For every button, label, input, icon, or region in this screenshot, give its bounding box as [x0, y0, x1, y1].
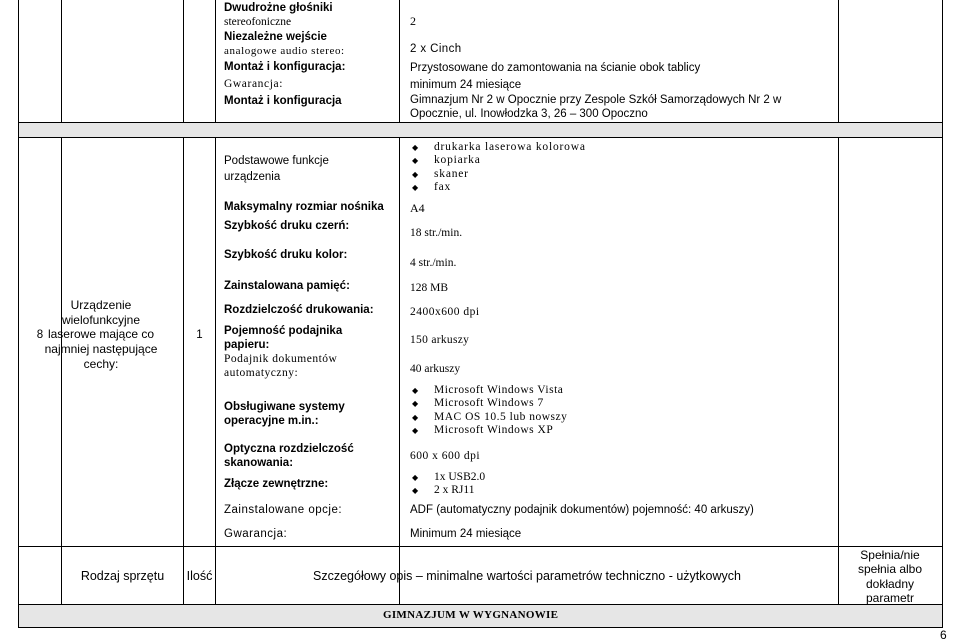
item-name: Urządzenie wielofunkcyjne laserowe mające co najmniej następujące cechy:: [44, 298, 158, 371]
warranty-value: Minimum 24 miesiące: [410, 528, 522, 540]
tray-value: 150 arkuszy: [410, 334, 470, 346]
top-label-warranty: Gwarancja:: [224, 78, 283, 90]
resolution-value: 2400x600 dpi: [410, 306, 480, 318]
warranty-label: Gwarancja:: [224, 528, 288, 540]
header-equipment-type: Rodzaj sprzętu: [80, 569, 165, 583]
top-value-mounting: Przystosowane do zamontowania na ścianie obok tablicy: [410, 62, 701, 74]
scan-value: 600 x 600 dpi: [410, 450, 481, 462]
list-item: ◆ Microsoft Windows XP: [404, 424, 567, 437]
speed-color-label: Szybkość druku kolor:: [224, 249, 348, 261]
item-number: 8: [36, 329, 44, 341]
memory-value: 128 MB: [410, 282, 449, 294]
memory-label: Zainstalowana pamięć:: [224, 280, 350, 292]
item-quantity: 1: [196, 329, 203, 341]
tray-label: Pojemność podajnika papieru:: [224, 325, 343, 351]
adf-value: 40 arkuszy: [410, 363, 461, 375]
header-description: Szczegółowy opis – minimalne wartości parametrów techniczno - użytkowych: [313, 569, 741, 583]
list-item: ◆ skaner: [404, 168, 586, 181]
list-item: ◆ drukarka laserowa kolorowa: [404, 141, 586, 154]
list-item: ◆ 1x USB2.0: [404, 471, 485, 484]
max-media-label: Maksymalny rozmiar nośnika: [224, 201, 384, 213]
list-item: ◆ kopiarka: [404, 154, 586, 167]
resolution-label: Rozdzielczość drukowania:: [224, 304, 374, 316]
top-label-speakers: Dwudrożne głośniki stereofoniczne: [224, 2, 333, 28]
list-item: ◆ fax: [404, 181, 586, 194]
os-label: Obsługiwane systemy operacyjne m.in.:: [224, 401, 345, 428]
top-value-analog-input: 2 x Cinch: [410, 43, 462, 55]
options-label: Zainstalowane opcje:: [224, 504, 343, 516]
max-media-value: A4: [410, 201, 425, 215]
ports-list: [404, 471, 485, 498]
list-item: ◆ 2 x RJ11: [404, 484, 485, 497]
header-compliance: Spełnia/nie spełnia albo dokładny parametr: [857, 548, 923, 606]
location-label: GIMNAZJUM W WYGNANOWIE: [383, 609, 559, 621]
ports-label: Złącze zewnętrzne:: [224, 478, 329, 490]
top-label-mounting: Montaż i konfiguracja:: [224, 61, 346, 73]
functions-list: [404, 141, 586, 194]
list-item: ◆ MAC OS 10.5 lub nowszy: [404, 411, 567, 424]
page-number: 6: [940, 628, 947, 642]
speed-color-value: 4 str./min.: [410, 257, 457, 269]
scan-label: Optyczna rozdzielczość skanowania:: [224, 443, 354, 470]
options-value: ADF (automatyczny podajnik dokumentów) pojemność: 40 arkuszy): [410, 504, 754, 516]
functions-label: Podstawowe funkcje urządzenia: [224, 155, 329, 183]
speed-bw-label: Szybkość druku czerń:: [224, 220, 350, 232]
list-item: ◆ Microsoft Windows Vista: [404, 384, 567, 397]
top-label-mounting-2: Montaż i konfiguracja: [224, 95, 342, 107]
top-value-speakers: 2: [410, 14, 416, 28]
os-list: [404, 384, 567, 437]
speed-bw-value: 18 str./min.: [410, 227, 463, 239]
top-label-analog-input: Niezależne wejście analogowe audio stereo:: [224, 31, 345, 57]
adf-label: Podajnik dokumentów automatyczny:: [224, 353, 338, 379]
top-value-location: Gimnazjum Nr 2 w Opocznie przy Zespole Szkół Samorządowych Nr 2 w Opocznie, ul. Inowłodzka 3, 26 – 300 Opoczno: [410, 94, 782, 121]
list-item: ◆ Microsoft Windows 7: [404, 397, 567, 410]
top-value-warranty: minimum 24 miesiące: [410, 79, 522, 91]
header-quantity: Ilość: [186, 569, 213, 583]
